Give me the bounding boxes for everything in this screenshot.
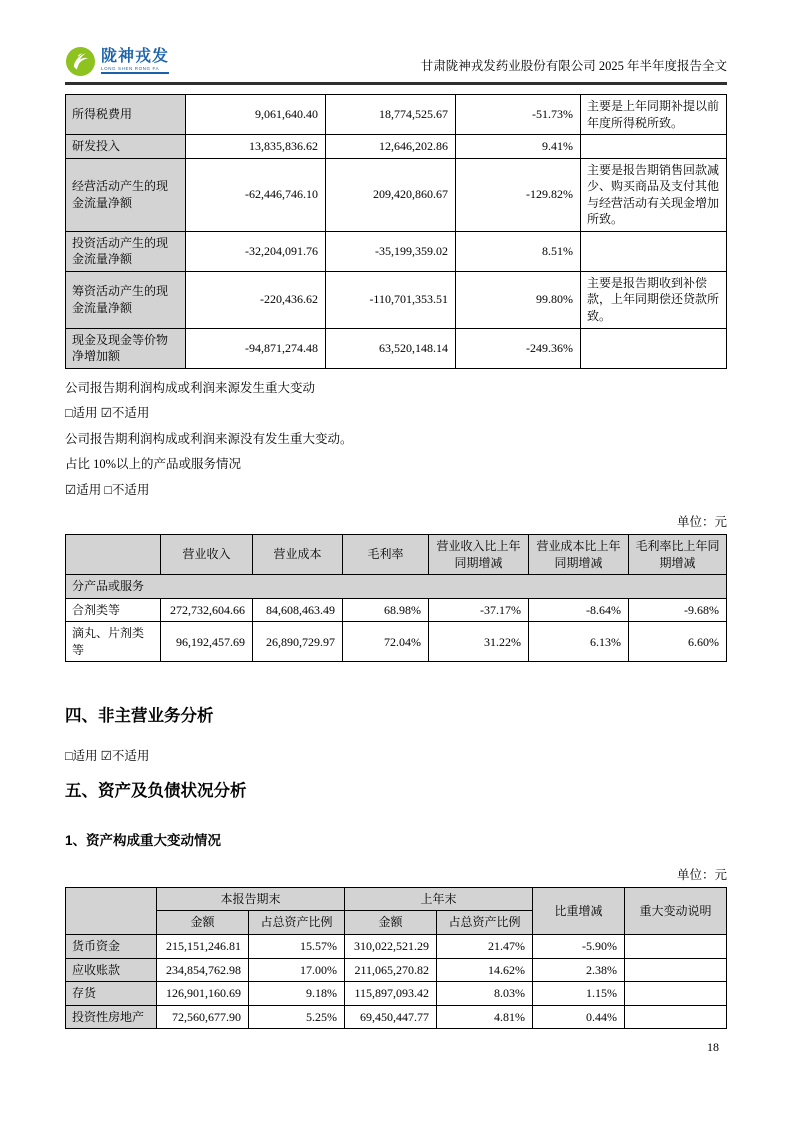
current-amount: 215,151,246.81 (157, 935, 249, 959)
subheader-ratio: 占总资产比例 (249, 911, 345, 935)
current-period-value: -62,446,746.10 (186, 158, 326, 231)
yoy-change: 8.51% (456, 231, 581, 271)
table-row (66, 982, 727, 1006)
unit-label: 单位：元 (676, 867, 727, 882)
note-cell (625, 982, 727, 1006)
yoy-change: 99.80% (456, 271, 581, 328)
prior-amount: 69,450,447.77 (345, 1005, 437, 1029)
table-row (66, 328, 727, 368)
header-cell-cost-yoy: 营业成本比上年同期增减 (529, 535, 629, 575)
header-cell-margin: 毛利率 (343, 535, 429, 575)
assets-subheading: 1、资产构成重大变动情况 (65, 832, 222, 848)
note-cell (625, 958, 727, 982)
cost-yoy-value: -8.64% (529, 598, 629, 622)
products-table-header (66, 535, 727, 575)
prior-ratio: 4.81% (437, 1005, 533, 1029)
header-cell-empty (66, 887, 157, 934)
profit-change-applicability: □适用 ☑不适用 (65, 406, 150, 421)
current-ratio: 15.57% (249, 935, 345, 959)
revenue-value: 96,192,457.69 (161, 622, 253, 662)
cost-value: 84,608,463.49 (253, 598, 343, 622)
row-label: 筹资活动产生的现金流量净额 (66, 271, 186, 328)
current-amount: 126,901,160.69 (157, 982, 249, 1006)
prior-ratio: 21.47% (437, 935, 533, 959)
row-label: 货币资金 (66, 935, 157, 959)
header-cell-margin-yoy: 毛利率比上年同期增减 (629, 535, 727, 575)
unit-label: 单位：元 (676, 515, 727, 530)
row-label: 经营活动产生的现金流量净额 (66, 158, 186, 231)
row-label: 应收账款 (66, 958, 157, 982)
products-table (65, 534, 727, 662)
weight-change-value: 1.15% (533, 982, 625, 1006)
margin-yoy-value: 6.60% (629, 622, 727, 662)
revenue-yoy-value: 31.22% (429, 622, 529, 662)
section4-applicability: □适用 ☑不适用 (65, 749, 150, 764)
current-period-value: -94,871,274.48 (186, 328, 326, 368)
header-rule (65, 82, 727, 85)
header-cell-note: 重大变动说明 (625, 887, 727, 934)
current-ratio: 5.25% (249, 1005, 345, 1029)
header-cell-cost: 营业成本 (253, 535, 343, 575)
weight-change-value: -5.90% (533, 935, 625, 959)
margin-yoy-value: -9.68% (629, 598, 727, 622)
change-remark (581, 231, 727, 271)
prior-period-value: -110,701,353.51 (326, 271, 456, 328)
assets-table (65, 887, 727, 1029)
yoy-change: 9.41% (456, 135, 581, 159)
table-row (66, 622, 727, 662)
prior-ratio: 14.62% (437, 958, 533, 982)
row-label: 合剂类等 (66, 598, 161, 622)
financial-changes-table (65, 94, 727, 369)
row-label: 现金及现金等价物净增加额 (66, 328, 186, 368)
subheader-ratio: 占总资产比例 (437, 911, 533, 935)
products-threshold-title: 占比 10%以上的产品或服务情况 (65, 457, 242, 472)
table-row (66, 598, 727, 622)
profit-change-statement: 公司报告期利润构成或利润来源发生重大变动 (65, 380, 316, 395)
current-amount: 72,560,677.90 (157, 1005, 249, 1029)
table-row (66, 135, 727, 159)
table-row (66, 95, 727, 135)
company-logo (65, 46, 169, 77)
table-row (66, 1005, 727, 1029)
note-cell (625, 935, 727, 959)
header-group-current: 本报告期末 (157, 887, 345, 911)
weight-change-value: 2.38% (533, 958, 625, 982)
change-remark: 主要是报告期收到补偿款，上年同期偿还贷款所致。 (581, 271, 727, 328)
table-row (66, 958, 727, 982)
change-remark (581, 328, 727, 368)
row-label: 投资性房地产 (66, 1005, 157, 1029)
page-number: 18 (707, 1040, 719, 1054)
subheader-amount: 金额 (157, 911, 249, 935)
change-remark: 主要是报告期销售回款减少、购买商品及支付其他与经营活动有关现金增加所致。 (581, 158, 727, 231)
prior-amount: 211,065,270.82 (345, 958, 437, 982)
current-ratio: 9.18% (249, 982, 345, 1006)
section-row (66, 575, 727, 599)
row-label: 滴丸、片剂类等 (66, 622, 161, 662)
header-cell-weight-change: 比重增减 (533, 887, 625, 934)
change-remark: 主要是上年同期补提以前年度所得税所致。 (581, 95, 727, 135)
current-period-value: 9,061,640.40 (186, 95, 326, 135)
table-row (66, 935, 727, 959)
section-label: 分产品或服务 (66, 575, 727, 599)
revenue-yoy-value: -37.17% (429, 598, 529, 622)
row-label: 投资活动产生的现金流量净额 (66, 231, 186, 271)
current-amount: 234,854,762.98 (157, 958, 249, 982)
table-row (66, 158, 727, 231)
current-period-value: -32,204,091.76 (186, 231, 326, 271)
prior-period-value: -35,199,359.02 (326, 231, 456, 271)
logo-cn-text: 陇神戎发 (101, 47, 170, 65)
revenue-value: 272,732,604.66 (161, 598, 253, 622)
products-threshold-applicability: ☑适用 □不适用 (65, 482, 150, 497)
prior-period-value: 63,520,148.14 (326, 328, 456, 368)
page-header (65, 0, 727, 77)
prior-amount: 310,022,521.29 (345, 935, 437, 959)
current-period-value: 13,835,836.62 (186, 135, 326, 159)
table-row (66, 271, 727, 328)
table-row (66, 231, 727, 271)
logo-text-block (101, 49, 169, 75)
yoy-change: -249.36% (456, 328, 581, 368)
prior-ratio: 8.03% (437, 982, 533, 1006)
yoy-change: -129.82% (456, 158, 581, 231)
header-group-prior: 上年末 (345, 887, 533, 911)
assets-table-header-groups (66, 887, 727, 911)
margin-value: 68.98% (343, 598, 429, 622)
section5-heading: 五、资产及负债状况分析 (65, 781, 247, 800)
prior-period-value: 209,420,860.67 (326, 158, 456, 231)
subheader-amount: 金额 (345, 911, 437, 935)
logo-en-text: LONG SHEN RONG FA (101, 66, 169, 74)
prior-amount: 115,897,093.42 (345, 982, 437, 1006)
header-cell-revenue: 营业收入 (161, 535, 253, 575)
header-cell-empty (66, 535, 161, 575)
note-cell (625, 1005, 727, 1029)
row-label: 所得税费用 (66, 95, 186, 135)
logo-icon (65, 46, 96, 77)
margin-value: 72.04% (343, 622, 429, 662)
cost-yoy-value: 6.13% (529, 622, 629, 662)
prior-period-value: 18,774,525.67 (326, 95, 456, 135)
weight-change-value: 0.44% (533, 1005, 625, 1029)
report-title: 甘肃陇神戎发药业股份有限公司 2025 年半年度报告全文 (420, 59, 727, 73)
row-label: 研发投入 (66, 135, 186, 159)
current-ratio: 17.00% (249, 958, 345, 982)
section4-heading: 四、非主营业务分析 (65, 707, 214, 726)
current-period-value: -220,436.62 (186, 271, 326, 328)
yoy-change: -51.73% (456, 95, 581, 135)
prior-period-value: 12,646,202.86 (326, 135, 456, 159)
header-cell-revenue-yoy: 营业收入比上年同期增减 (429, 535, 529, 575)
change-remark (581, 135, 727, 159)
profit-change-note: 公司报告期利润构成或利润来源没有发生重大变动。 (65, 431, 353, 446)
cost-value: 26,890,729.97 (253, 622, 343, 662)
row-label: 存货 (66, 982, 157, 1006)
